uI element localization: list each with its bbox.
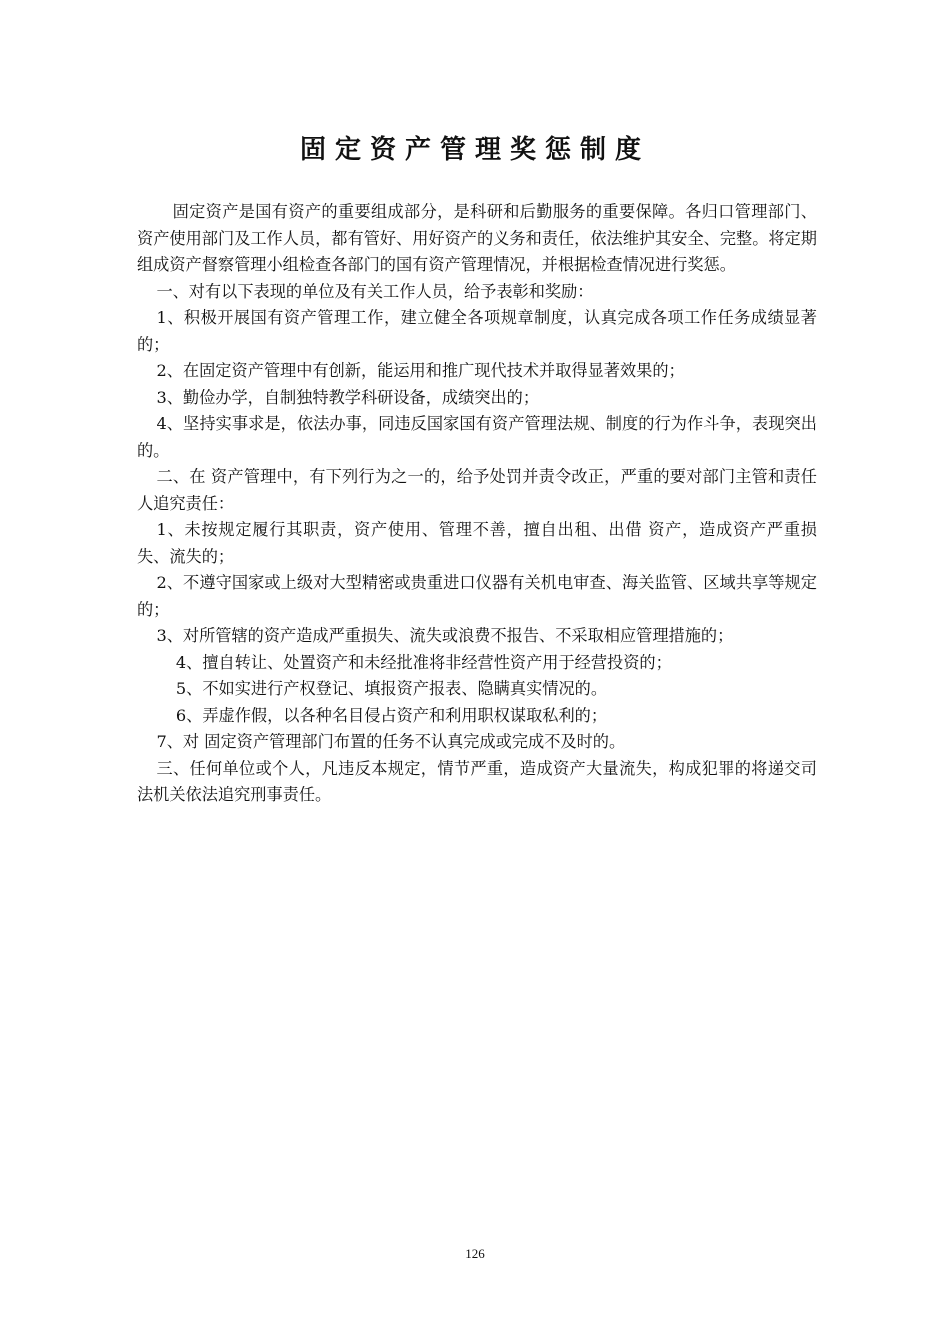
penalty-item-3: 3、对所管辖的资产造成严重损失、流失或浪费不报告、不采取相应管理措施的； — [156, 626, 734, 645]
penalty-item-2: 2、不遵守国家或上级对大型精密或贵重进口仪器有关机电审查、海关监管、区域共享等规定的； — [137, 573, 817, 619]
reward-item-4: 4、坚持实事求是，依法办事，同违反国家国有资产管理法规、制度的行为作斗争，表现突出的。 — [137, 414, 817, 460]
penalty-item-7: 7、对 固定资产管理部门布置的任务不认真完成或完成不及时的。 — [156, 732, 626, 751]
intro-paragraph: 固定资产是国有资产的重要组成部分，是科研和后勤服务的重要保障。各归口管理部门、资产使用部门及工作人员，都有管好、用好资产的义务和责任，依法维护其安全、完整。将定期组成资产督察管理小组检查各部门的国有资产管理情况，并根据检查情况进行奖惩。 — [137, 202, 817, 274]
penalty-item-5: 5、不如实进行产权登记、填报资产报表、隐瞒真实情况的。 — [175, 679, 608, 698]
reward-item-3: 3、勤俭办学，自制独特教学科研设备，成绩突出的； — [156, 387, 540, 407]
document-body — [137, 199, 817, 809]
penalty-item-1: 1、未按规定履行其职责，资产使用、管理不善，擅自出租、出借 资产，造成资产严重损失、流失的； — [137, 520, 817, 566]
page-title: 固定资产管理奖惩制度 — [299, 135, 650, 165]
penalty-item-4: 4、擅自转让、处置资产和未经批准将非经营性资产用于经营投资的； — [175, 652, 672, 672]
section-heading-criminal: 三、任何单位或个人，凡违反本规定，情节严重，造成资产大量流失，构成犯罪的将递交司法机关依法追究刑事责任。 — [137, 758, 817, 804]
section-heading-penalties: 二、在 资产管理中，有下列行为之一的，给予处罚并责令改正，严重的要对部门主管和责任人追究责任： — [137, 467, 817, 513]
page-number: 126 — [465, 1246, 485, 1261]
section-heading-rewards: 一、对有以下表现的单位及有关工作人员，给予表彰和奖励： — [156, 281, 594, 301]
reward-item-2: 2、在固定资产管理中有创新，能运用和推广现代技术并取得显著效果的； — [156, 361, 685, 380]
reward-item-1: 1、积极开展国有资产管理工作，建立健全各项规章制度，认真完成各项工作任务成绩显著的； — [137, 308, 817, 354]
penalty-item-6: 6、弄虚作假，以各种名目侵占资产和利用职权谋取私利的； — [175, 705, 608, 725]
